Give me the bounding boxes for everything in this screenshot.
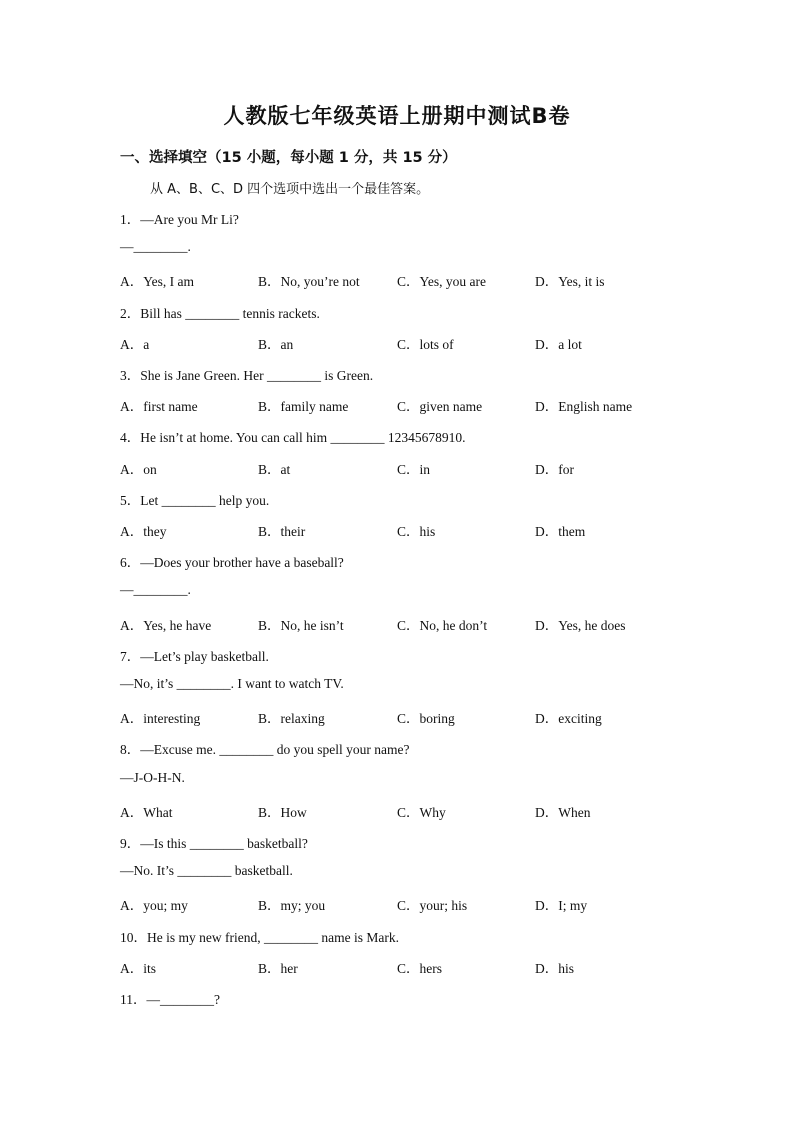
question-stem: 6．—Does your brother have a baseball? bbox=[120, 555, 344, 571]
answer-option-c: C．No, he don’t bbox=[397, 617, 488, 633]
answer-option-a: A．interesting bbox=[120, 711, 201, 727]
answer-options bbox=[120, 395, 720, 413]
answer-option-b: B．relaxing bbox=[258, 711, 325, 727]
answer-option-a: A．its bbox=[120, 960, 157, 976]
answer-option-b: B．No, you’re not bbox=[258, 274, 360, 290]
answer-option-d: D．English name bbox=[535, 399, 633, 415]
answer-option-d: D．them bbox=[535, 524, 586, 539]
answer-options bbox=[120, 801, 720, 819]
question-stem: 8．—Excuse me. ________ do you spell your name? bbox=[120, 742, 410, 758]
question-stem: 7．—Let’s play basketball. bbox=[120, 648, 269, 664]
question-response-line: —________. bbox=[120, 582, 191, 598]
answer-option-d: D．for bbox=[535, 461, 574, 477]
answer-option-b: B．an bbox=[258, 336, 294, 352]
answer-option-a: A．Yes, I am bbox=[120, 274, 195, 290]
answer-option-c: C．hers bbox=[397, 960, 442, 976]
answer-option-a: A．they bbox=[120, 524, 167, 539]
answer-option-a: A．on bbox=[120, 461, 157, 477]
answer-option-b: B．my; you bbox=[258, 898, 326, 914]
question-stem: 11．—________? bbox=[120, 992, 220, 1007]
answer-option-a: A．first name bbox=[120, 399, 198, 415]
answer-option-c: C．given name bbox=[397, 399, 483, 415]
answer-options bbox=[120, 707, 720, 725]
question-response-line: —No, it’s ________. I want to watch TV. bbox=[120, 676, 344, 691]
question-stem: 3．She is Jane Green. Her ________ is Green. bbox=[120, 368, 374, 383]
answer-option-a: A．you; my bbox=[120, 898, 188, 914]
answer-option-b: B．their bbox=[258, 524, 306, 539]
question-stem: 1．—Are you Mr Li? bbox=[120, 212, 239, 227]
answer-options bbox=[120, 957, 720, 975]
answer-option-d: D．Yes, he does bbox=[535, 617, 626, 633]
question-stem: 2．Bill has ________ tennis rackets. bbox=[120, 305, 320, 321]
answer-options bbox=[120, 458, 720, 476]
section-heading: 一、选择填空（15 小题，每小题 1 分，共 15 分） bbox=[120, 150, 457, 166]
answer-option-a: A．What bbox=[120, 804, 173, 820]
answer-option-b: B．How bbox=[258, 804, 307, 820]
question-stem: 10．He is my new friend, ________ name is Mark. bbox=[120, 929, 399, 945]
answer-option-b: B．No, he isn’t bbox=[258, 617, 344, 633]
answer-option-a: A．a bbox=[120, 336, 150, 352]
answer-option-b: B．at bbox=[258, 461, 291, 477]
answer-option-b: B．family name bbox=[258, 399, 349, 415]
question-stem: 5．Let ________ help you. bbox=[120, 492, 270, 508]
answer-options bbox=[120, 270, 720, 288]
page-title: 人教版七年级英语上册期中测试B卷 bbox=[223, 104, 571, 128]
answer-options bbox=[120, 520, 720, 538]
answer-option-c: C．in bbox=[397, 461, 431, 477]
answer-option-c: C．his bbox=[397, 524, 436, 539]
answer-options bbox=[120, 894, 720, 912]
answer-option-d: D．exciting bbox=[535, 711, 602, 727]
answer-option-c: C．boring bbox=[397, 711, 455, 727]
question-stem: 9．—Is this ________ basketball? bbox=[120, 836, 308, 851]
answer-option-c: C．Yes, you are bbox=[397, 274, 487, 290]
answer-option-c: C．lots of bbox=[397, 336, 454, 352]
answer-option-d: D．a lot bbox=[535, 336, 582, 352]
question-response-line: —No. It’s ________ basketball. bbox=[120, 863, 293, 879]
answer-option-c: C．your; his bbox=[397, 898, 468, 914]
answer-option-b: B．her bbox=[258, 960, 298, 976]
answer-option-d: D．I; my bbox=[535, 898, 588, 914]
question-response-line: —J-O-H-N. bbox=[120, 769, 185, 785]
section-instruction: 从 A、B、C、D 四个选项中选出一个最佳答案。 bbox=[150, 182, 430, 197]
answer-option-d: D．his bbox=[535, 960, 575, 976]
answer-option-a: A．Yes, he have bbox=[120, 617, 212, 633]
answer-options bbox=[120, 333, 720, 351]
answer-option-d: D．When bbox=[535, 804, 591, 820]
question-response-line: —________. bbox=[120, 239, 191, 255]
answer-options bbox=[120, 614, 720, 632]
answer-option-d: D．Yes, it is bbox=[535, 274, 605, 290]
answer-option-c: C．Why bbox=[397, 804, 446, 820]
question-stem: 4．He isn’t at home. You can call him ________ 12345678910. bbox=[120, 430, 466, 446]
